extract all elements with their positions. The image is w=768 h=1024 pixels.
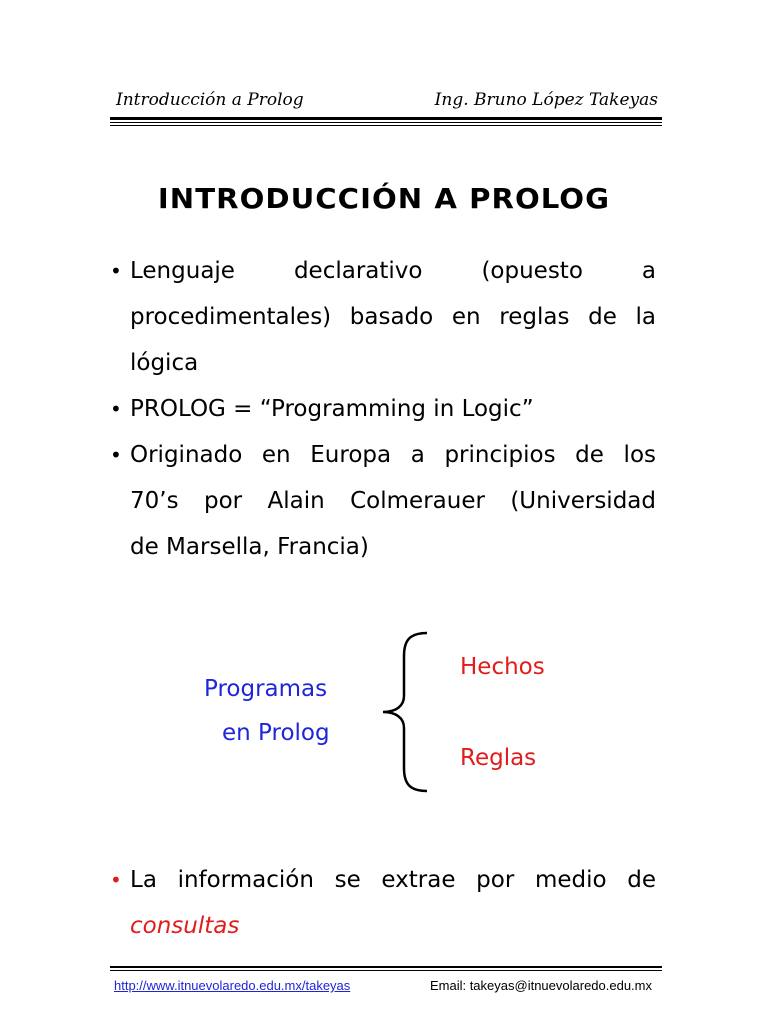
bullet-dot: • bbox=[110, 443, 122, 467]
page-title: INTRODUCCIÓN A PROLOG bbox=[157, 182, 611, 215]
footer-email: Email: takeyas@itnuevolaredo.edu.mx bbox=[429, 978, 652, 993]
bullet-list bbox=[108, 248, 656, 570]
word: declarativo bbox=[293, 258, 423, 284]
diagram-label-en-prolog: en Prolog bbox=[222, 720, 330, 746]
bullet-item-consultas bbox=[108, 857, 656, 949]
bullet-dot: • bbox=[110, 259, 122, 283]
word: a bbox=[641, 258, 656, 284]
header-rule-thin-2 bbox=[110, 125, 662, 126]
diagram-label-programas: Programas bbox=[204, 676, 328, 702]
bullet-line: 70’s por Alain Colmerauer (Universidad bbox=[130, 488, 656, 514]
footer-website-link[interactable]: http://www.itnuevolaredo.edu.mx/takeyas bbox=[114, 978, 351, 993]
footer-rule-thin bbox=[110, 970, 662, 971]
bullet-line: procedimentales) basado en reglas de la bbox=[130, 304, 656, 330]
header-rule-thick bbox=[110, 117, 662, 120]
bullet-text: PROLOG = “Programming in Logic” bbox=[130, 396, 534, 422]
bullet-list-2 bbox=[108, 857, 656, 949]
bullet-line bbox=[130, 248, 656, 294]
header-rule-thin bbox=[110, 122, 662, 123]
bullet-line: Originado en Europa a principios de los bbox=[130, 442, 656, 468]
left-curly-brace-icon bbox=[380, 630, 430, 794]
bullet-line: de Marsella, Francia) bbox=[130, 534, 369, 560]
header-author: Ing. Bruno López Takeyas bbox=[434, 90, 658, 110]
word: (opuesto bbox=[481, 258, 583, 284]
diagram-label-hechos: Hechos bbox=[460, 654, 545, 680]
footer-rule-thick bbox=[110, 966, 662, 968]
bullet-line: La información se extrae por medio de bbox=[130, 867, 656, 893]
page-header bbox=[110, 88, 658, 118]
bullet-item-lenguaje bbox=[108, 248, 656, 386]
bullet-dot: • bbox=[110, 397, 122, 421]
keyword-consultas: consultas bbox=[130, 913, 240, 939]
word: Lenguaje bbox=[130, 258, 235, 284]
diagram-label-reglas: Reglas bbox=[460, 745, 537, 771]
bullet-item-prolog bbox=[108, 386, 656, 432]
bullet-dot-red: • bbox=[110, 868, 122, 892]
bullet-line: lógica bbox=[130, 350, 199, 376]
header-left-title: Introducción a Prolog bbox=[116, 90, 304, 110]
bullet-item-origen bbox=[108, 432, 656, 570]
